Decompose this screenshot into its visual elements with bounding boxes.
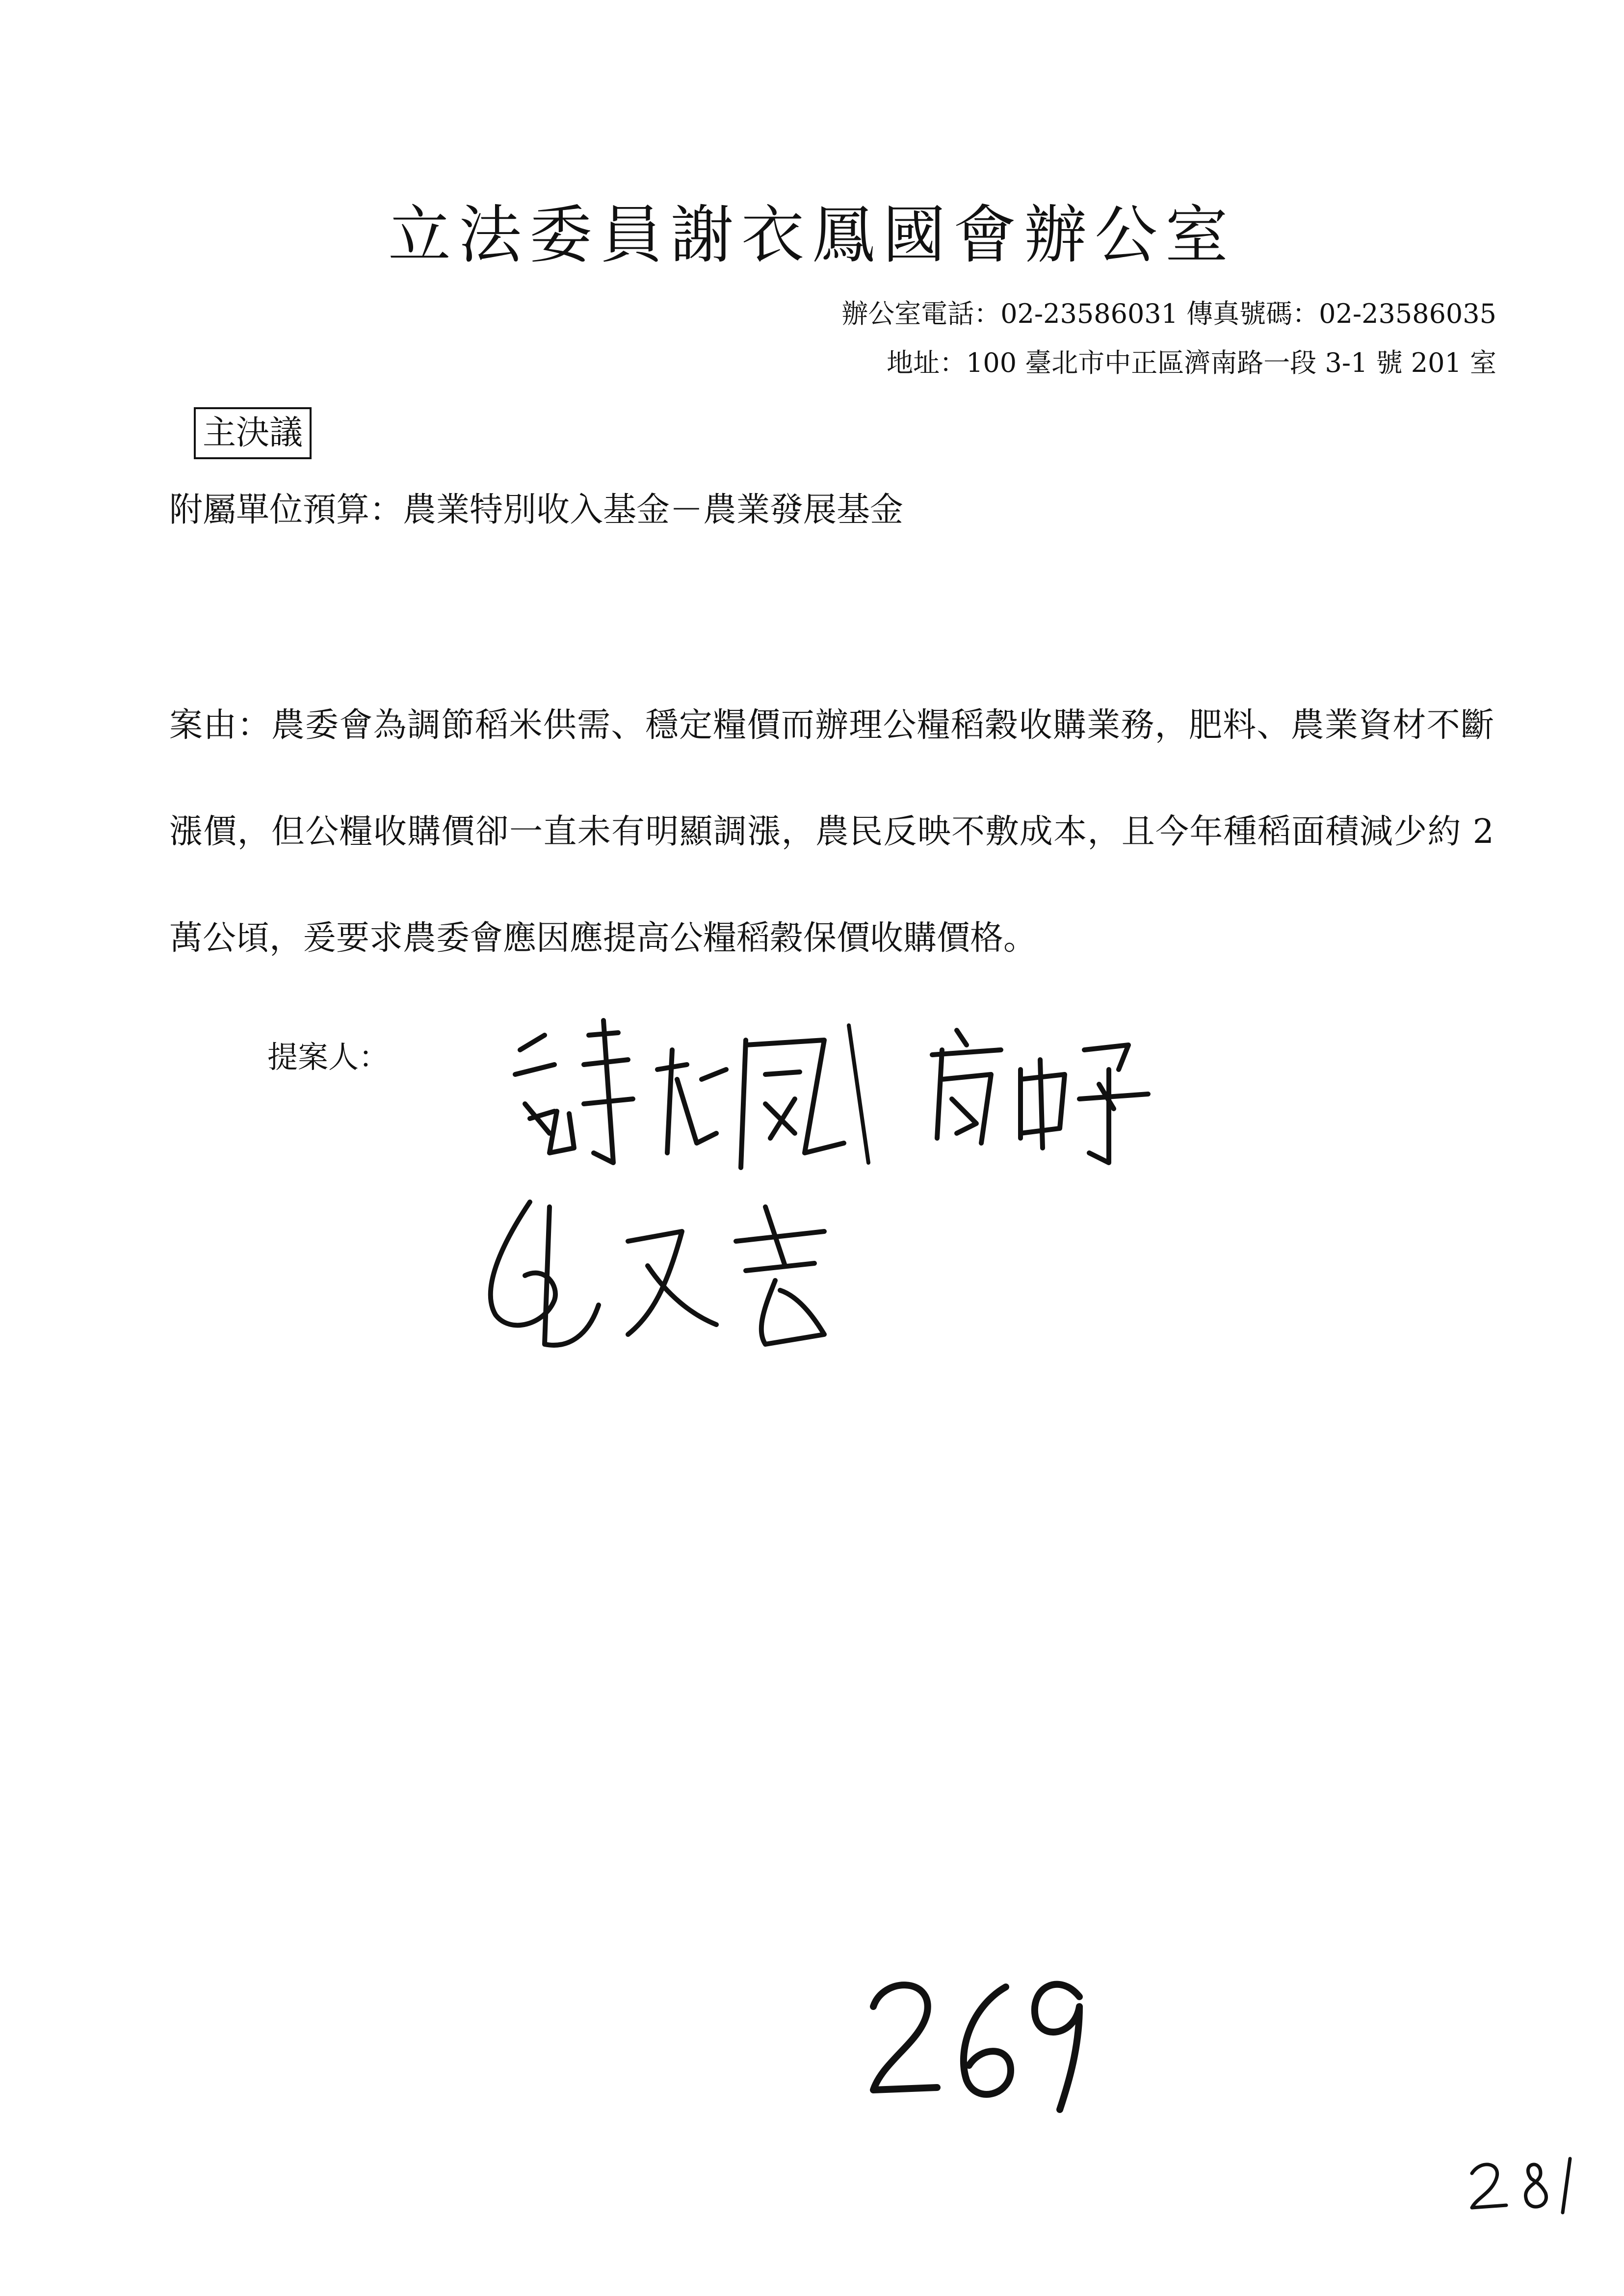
corner-page-number (1467, 2149, 1585, 2218)
office-title: 立法委員謝衣鳳國會辦公室 (388, 199, 1236, 272)
signature-2 (922, 1020, 1197, 1168)
case-text: 案由：農委會為調節稻米供需、穩定糧價而辦理公糧稻穀收購業務，肥料、農業資材不斷漲價，但公糧收購價卻一直未有明顯調漲，農民反映不敷成本，且今年種稻面積減少約 2 萬公頃，爰要求農委會應因應提高公糧稻穀保價收購價格。 (169, 706, 1494, 958)
office-address: 地址：100 臺北市中正區濟南路一段 3-1 號 201 室 (887, 347, 1496, 378)
office-phone-fax: 辦公室電話：02-23586031 傳真號碼：02-23586035 (841, 298, 1496, 329)
budget-heading: 附屬單位預算：農業特別收入基金－農業發展基金 (169, 491, 904, 529)
signature-3 (471, 1187, 932, 1393)
proposer-label: 提案人： (267, 1039, 390, 1075)
handwritten-page-number (864, 1962, 1094, 2119)
signature-1 (510, 1006, 917, 1192)
resolution-type-badge: 主決議 (194, 407, 312, 459)
